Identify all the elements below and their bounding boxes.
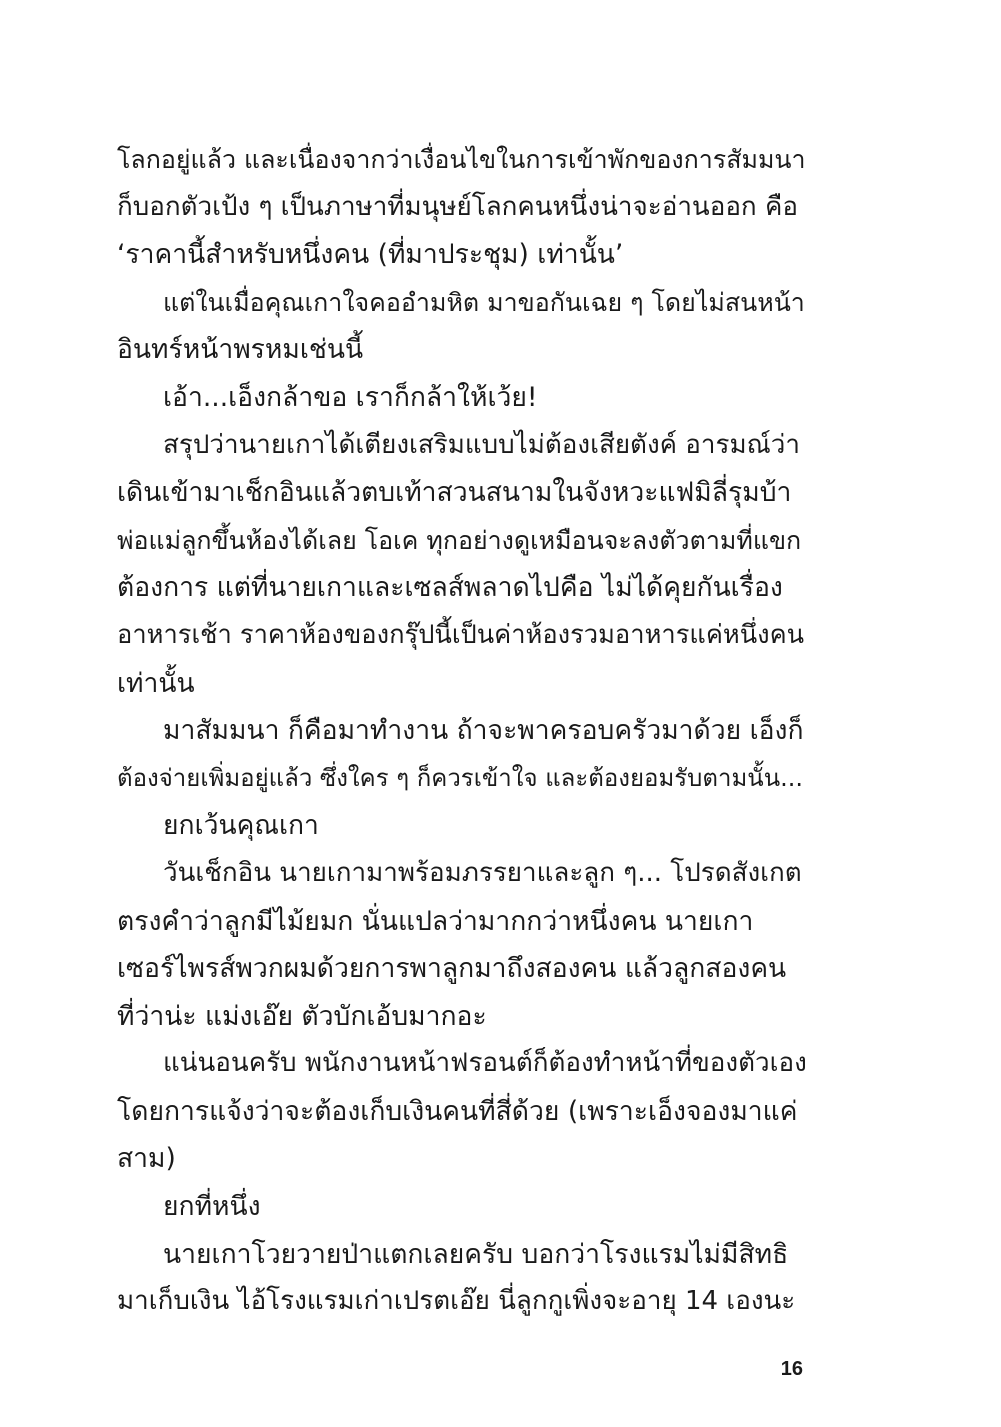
text-line: อินทร์หน้าพรหมเช่นนี้	[117, 334, 364, 366]
body-text	[117, 136, 807, 1326]
text-line: สาม)	[117, 1143, 176, 1175]
text-line: นายเกาโวยวายป่าแตกเลยครับ บอกว่าโรงแรมไม่มีสิทธิ	[163, 1238, 789, 1270]
text-line: อาหารเช้า ราคาห้องของกรุ๊ปนี้เป็นค่าห้องรวมอาหารแค่หนึ่งคน	[117, 619, 805, 650]
text-line: เท่านั้น	[117, 667, 195, 699]
text-line: ก็บอกตัวเป้ง ๆ เป็นภาษาที่มนุษย์โลกคนหนึ่งน่าจะอ่านออก คือ	[117, 191, 798, 222]
text-line: ที่ว่าน่ะ แม่งเอ๊ย ตัวบักเอ้บมากอะ	[117, 1000, 487, 1032]
text-line: มาเก็บเงิน ไอ้โรงแรมเก่าเปรตเอ๊ย นี่ลูกกูเพิ่งจะอายุ 14 เองนะ	[117, 1286, 796, 1317]
text-line: สรุปว่านายเกาได้เตียงเสริมแบบไม่ต้องเสียตังค์ อารมณ์ว่า	[163, 429, 800, 460]
text-line: เอ้า...เอ็งกล้าขอ เราก็กล้าให้เว้ย!	[163, 381, 538, 413]
text-line: ต้องจ่ายเพิ่มอยู่แล้ว ซึ่งใคร ๆ ก็ควรเข้าใจ และต้องยอมรับตามนั้น...	[117, 763, 803, 792]
text-line: เดินเข้ามาเช็กอินแล้วตบเท้าสวนสนามในจังหวะแฟมิลี่รุมบ้า	[117, 477, 792, 509]
text-line: ตรงคำว่าลูกมีไม้ยมก นั่นแปลว่ามากกว่าหนึ่งคน นายเกา	[117, 905, 754, 937]
text-line: ‘ราคานี้สำหรับหนึ่งคน (ที่มาประชุม) เท่านั้น’	[117, 239, 624, 271]
page-number: 16	[780, 1358, 803, 1380]
text-line: ต้องการ แต่ที่นายเกาและเซลส์พลาดไปคือ ไม่ได้คุยกันเรื่อง	[117, 572, 783, 604]
text-line: มาสัมมนา ก็คือมาทำงาน ถ้าจะพาครอบครัวมาด้วย เอ็งก็	[163, 715, 804, 747]
text-line: โลกอยู่แล้ว และเนื่องจากว่าเงื่อนไขในการเข้าพักของการสัมมนา	[117, 145, 806, 174]
text-line: โดยการแจ้งว่าจะต้องเก็บเงินคนที่สี่ด้วย (เพราะเอ็งจองมาแค่	[117, 1095, 798, 1127]
text-line: แต่ในเมื่อคุณเกาใจคออำมหิต มาขอกันเฉย ๆ โดยไม่สนหน้า	[163, 287, 805, 317]
text-line: พ่อแม่ลูกขึ้นห้องได้เลย โอเค ทุกอย่างดูเหมือนจะลงตัวตามที่แขก	[117, 525, 802, 555]
text-line: แน่นอนครับ พนักงานหน้าฟรอนต์ก็ต้องทำหน้าที่ของตัวเอง	[163, 1048, 807, 1079]
text-line: ยกที่หนึ่ง	[163, 1191, 261, 1223]
text-line: วันเช็กอิน นายเกามาพร้อมภรรยาและลูก ๆ... โปรดสังเกต	[163, 857, 802, 888]
text-line: ยกเว้นคุณเกา	[163, 810, 319, 842]
text-line: เซอร์ไพรส์พวกผมด้วยการพาลูกมาถึงสองคน แล้วลูกสองคน	[117, 953, 787, 985]
